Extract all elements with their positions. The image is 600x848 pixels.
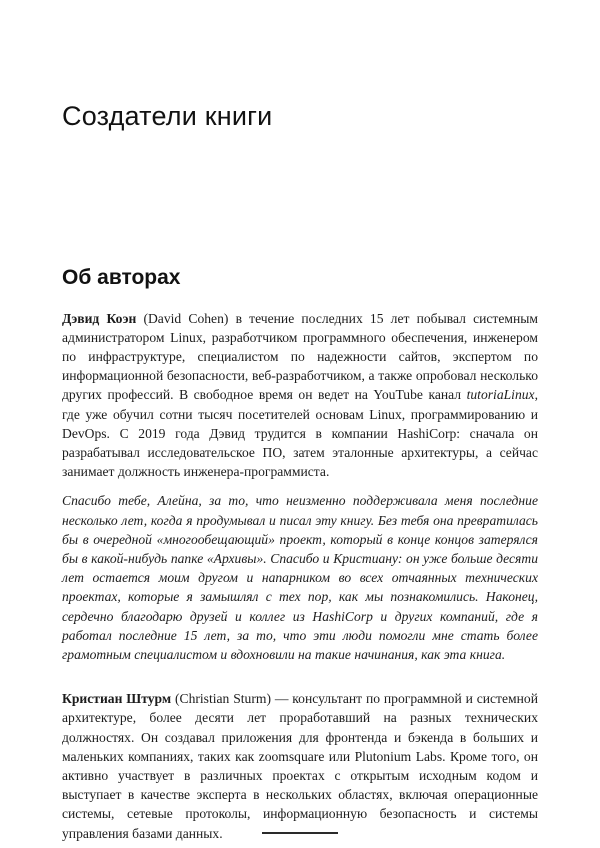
- section-heading: Об авторах: [62, 266, 181, 290]
- author-bio-david: [62, 309, 538, 482]
- chapter-title: Создатели книги: [62, 101, 273, 131]
- youtube-channel-name: tutoriaLinux: [466, 387, 535, 403]
- author-name-david: Дэвид Коэн: [62, 310, 137, 326]
- acknowledgment-paragraph: Спасибо тебе, Алейна, за то, что неизменно поддерживала меня последние несколько лет, когда я продумывал и писал эту книгу. Без тебя она превратилась бы в очередной «многообещающий» проект, который в конце концов затерялся бы в какой-нибудь папке «Архивы». Спасибо и Кристиану: он уже больше десяти лет остается моим другом и напарником во всех отчаянных технических проектах, которые я замышлял с тех пор, как мы познакомились. Наконец, сердечно благодарю друзей и коллег из HashiCorp и других компаний, где я работал последние 15 лет, за то, что эти люди помогли мне стать более грамотным специалистом и вдохновили на такие начинания, как эта книга.: [62, 493, 538, 663]
- author-bio-david-text-2: , где уже обучил сотни тысяч посетителей основам Linux, программированию и DevOps. С 2019 года Дэвид трудится в компании HashiCorp: сначала он разрабатывал исследовательское ПО, затем эталонные архитектуры, а сейчас занимает должность инженера-программиста.: [62, 387, 538, 480]
- author-bio-david-text-1: (David Cohen) в течение последних 15 лет побывал системным администратором Linux, разработчиком программного обеспечения, инженером по инфраструктуре, специалистом по надежности сайтов, экспертом по информационной безопасности, веб-разработчиком, а также опробовал несколько других профессий. В свободное время он ведет на YouTube канал: [62, 310, 538, 403]
- author-bio-christian-text: (Christian Sturm) — консультант по программной и системной архитектуре, более десяти лет проработавший на разных технических должностях. Он создавал приложения для фронтенда и бэкенда в больших и маленьких компаниях, таких как zoomsquare или Plutonium Labs. Кроме того, он активно участвует в различных проектах с открытым исходным кодом и выступает в качестве эксперта в нескольких областях, включая операционные системы, сетевые протоколы, информационную безопасность и системы управления базами данных.: [62, 691, 538, 841]
- author-name-christian: Кристиан Штурм: [62, 691, 172, 707]
- author-bio-christian: [62, 689, 538, 843]
- footer-rule: [262, 832, 338, 834]
